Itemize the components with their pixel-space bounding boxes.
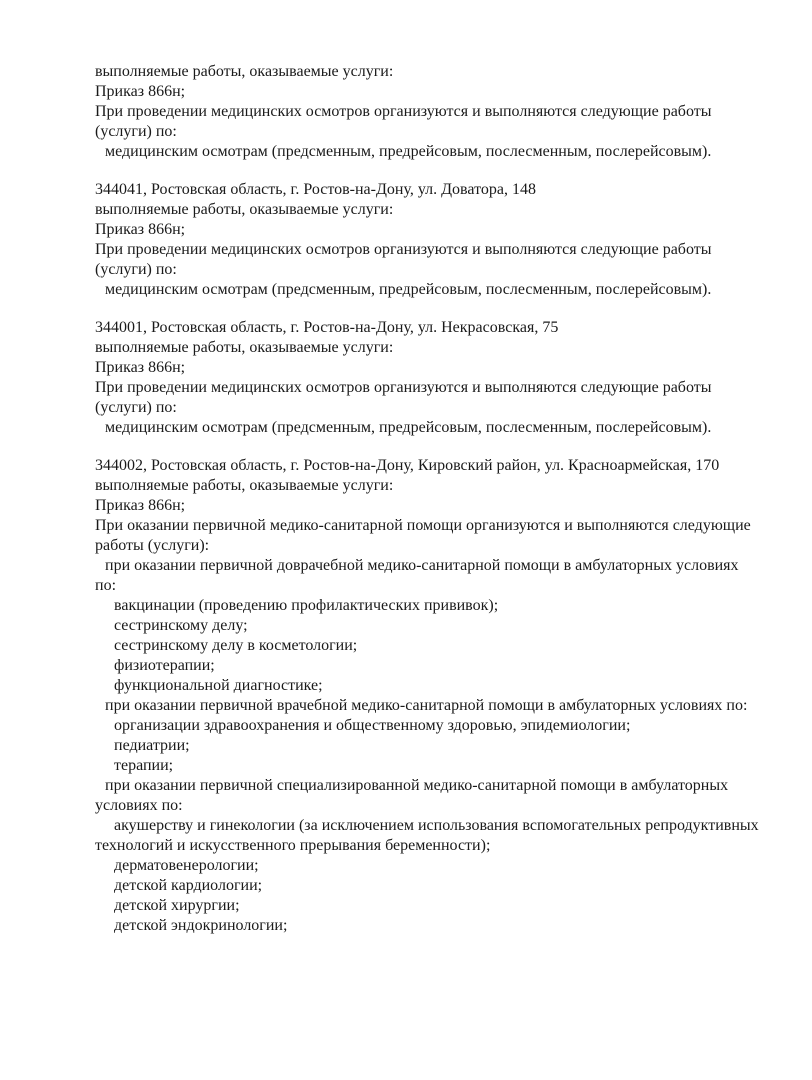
doc-line: работы (услуги): — [95, 537, 210, 554]
address-line: 344001, Ростовская область, г. Ростов-на-Дону, ул. Некрасовская, 75 — [95, 319, 559, 336]
doc-line: акушерству и гинекологии (за исключением использования вспомогательных репродуктивных — [114, 817, 759, 834]
doc-line: педиатрии; — [114, 737, 190, 754]
doc-line: дерматовенерологии; — [114, 857, 259, 874]
doc-line: Приказ 866н; — [95, 359, 186, 376]
doc-line: При проведении медицинских осмотров организуются и выполняются следующие работы — [95, 379, 712, 396]
doc-line: Приказ 866н; — [95, 221, 186, 238]
doc-line: Приказ 866н; — [95, 497, 186, 514]
doc-line: организации здравоохранения и общественному здоровью, эпидемиологии; — [114, 717, 631, 734]
doc-line: выполняемые работы, оказываемые услуги: — [95, 477, 394, 494]
address-line: 344041, Ростовская область, г. Ростов-на-Дону, ул. Доватора, 148 — [95, 181, 536, 198]
doc-line: выполняемые работы, оказываемые услуги: — [95, 201, 394, 218]
doc-line: При проведении медицинских осмотров организуются и выполняются следующие работы — [95, 241, 712, 258]
license-location-block — [95, 456, 772, 936]
doc-line: При оказании первичной медико-санитарной помощи организуются и выполняются следующие — [95, 517, 751, 534]
doc-line: (услуги) по: — [95, 261, 177, 278]
doc-line: сестринскому делу в косметологии; — [114, 637, 358, 654]
doc-line: вакцинации (проведению профилактических прививок); — [114, 597, 499, 614]
doc-line: При проведении медицинских осмотров организуются и выполняются следующие работы — [95, 103, 712, 120]
doc-line: технологий и искусственного прерывания беременности); — [95, 837, 491, 854]
address-line: 344002, Ростовская область, г. Ростов-на-Дону, Кировский район, ул. Красноармейская, 170 — [95, 457, 720, 474]
doc-line: Приказ 866н; — [95, 83, 186, 100]
doc-line: условиях по: — [95, 797, 183, 814]
doc-line: при оказании первичной специализированной медико-санитарной помощи в амбулаторных — [105, 777, 729, 794]
doc-line: медицинским осмотрам (предсменным, предрейсовым, послесменным, послерейсовым). — [105, 419, 712, 436]
doc-line: медицинским осмотрам (предсменным, предрейсовым, послесменным, послерейсовым). — [105, 143, 712, 160]
doc-line: детской эндокринологии; — [114, 917, 288, 934]
doc-line: детской кардиологии; — [114, 877, 263, 894]
doc-line: функциональной диагностике; — [114, 677, 323, 694]
doc-line: медицинским осмотрам (предсменным, предрейсовым, послесменным, послерейсовым). — [105, 281, 712, 298]
doc-line: выполняемые работы, оказываемые услуги: — [95, 339, 394, 356]
license-location-block — [95, 318, 772, 438]
doc-line: терапии; — [114, 757, 174, 774]
doc-line: выполняемые работы, оказываемые услуги: — [95, 63, 394, 80]
doc-line: физиотерапии; — [114, 657, 215, 674]
doc-line: детской хирургии; — [114, 897, 240, 914]
license-location-block — [95, 180, 772, 300]
doc-line: по: — [95, 577, 117, 594]
license-location-block — [95, 62, 772, 162]
doc-line: при оказании первичной доврачебной медико-санитарной помощи в амбулаторных условиях — [105, 557, 739, 574]
document-text — [95, 62, 772, 936]
doc-line: при оказании первичной врачебной медико-санитарной помощи в амбулаторных условиях по: — [105, 697, 748, 714]
doc-line: сестринскому делу; — [114, 617, 248, 634]
doc-line: (услуги) по: — [95, 123, 177, 140]
doc-line: (услуги) по: — [95, 399, 177, 416]
